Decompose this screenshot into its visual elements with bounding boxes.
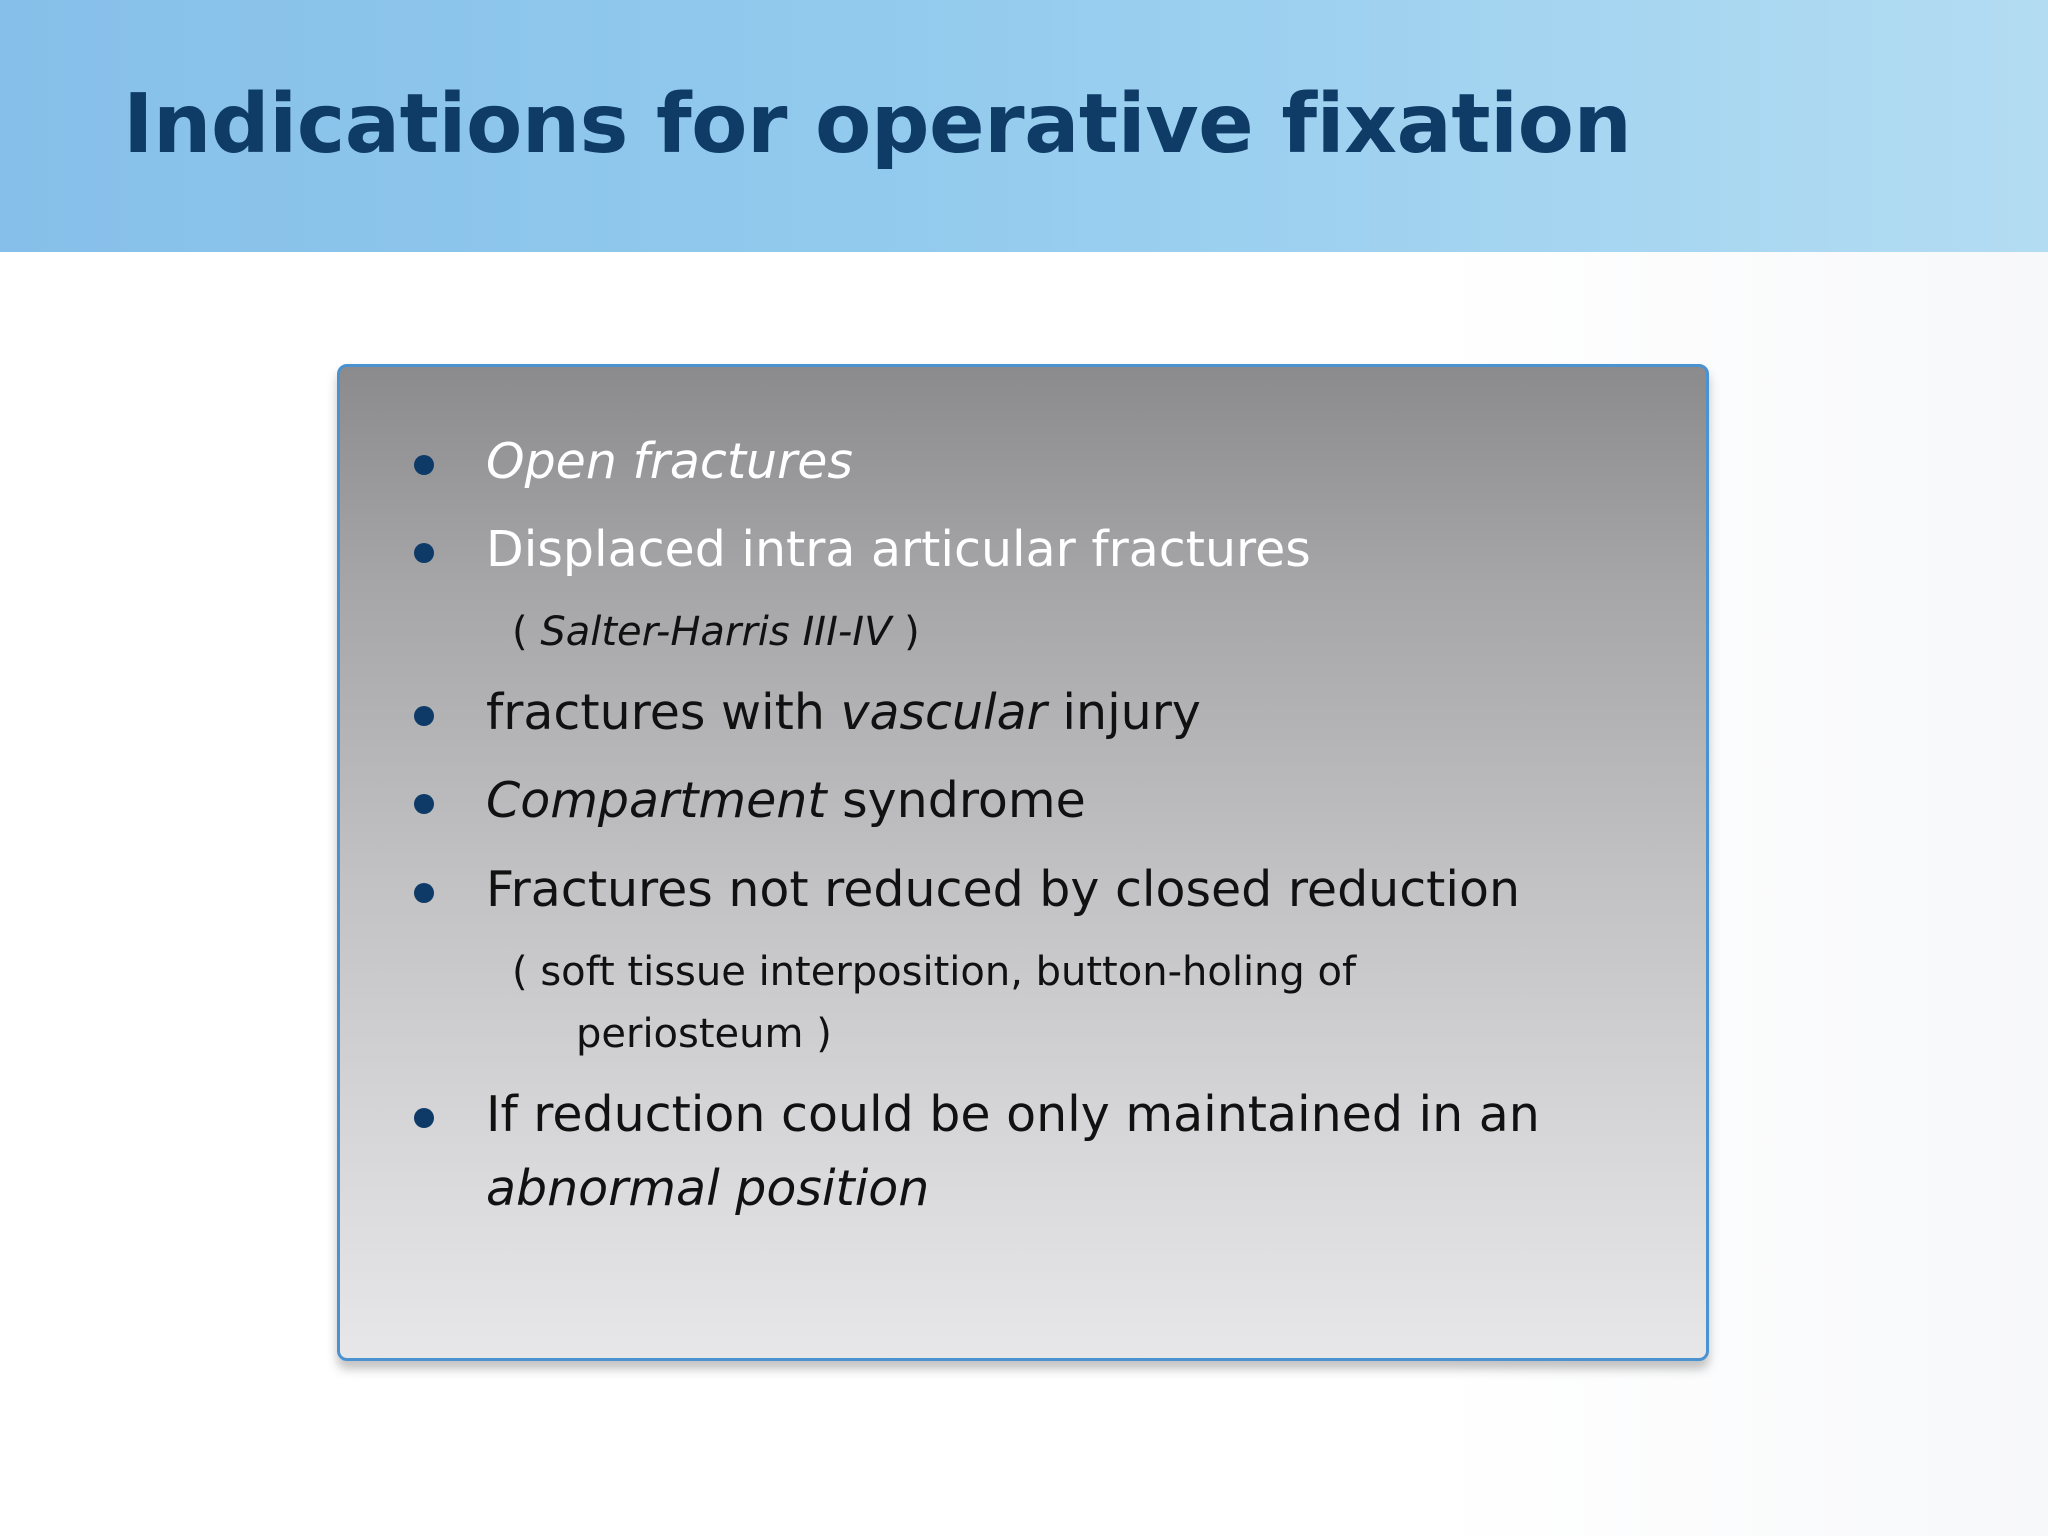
sub-close: ): [891, 609, 920, 655]
italic-text: vascular: [840, 684, 1047, 741]
text-before: fractures with: [486, 684, 841, 741]
bullet-dot: [414, 543, 434, 563]
bullet-dot: [414, 455, 434, 475]
content-box: [337, 364, 1709, 1361]
text-after: injury: [1046, 684, 1201, 741]
sub-open: (: [512, 609, 541, 655]
bullet-text: Fractures not reduced by closed reduction: [486, 861, 1521, 918]
bullet-text: Displaced intra articular fractures: [486, 521, 1311, 578]
bullet-text: [486, 764, 1086, 838]
bullet-dot: [414, 794, 434, 814]
text-after: syndrome: [826, 772, 1086, 829]
slide-title: Indications for operative fixation: [123, 77, 1632, 172]
bullet-dot: [414, 706, 434, 726]
italic-text: Compartment: [486, 772, 827, 829]
bullet-text: [486, 676, 1201, 750]
bullet-text-line-2: abnormal position: [486, 1160, 930, 1217]
bullet-text-line-1: If reduction could be only maintained in an: [486, 1086, 1540, 1143]
bullet-dot: [414, 883, 434, 903]
sub-text-line-2: periosteum ): [576, 1011, 832, 1057]
sub-text-salter-harris: [512, 601, 920, 663]
bullet-dot: [414, 1108, 434, 1128]
sub-text-line-1: ( soft tissue interposition, button-holing of: [512, 949, 1357, 995]
bullet-text: [486, 425, 853, 499]
salter-harris-text: Salter-Harris III-IV: [540, 609, 892, 655]
italic-text: Open fractures: [486, 433, 853, 490]
header-band: [0, 0, 2048, 252]
